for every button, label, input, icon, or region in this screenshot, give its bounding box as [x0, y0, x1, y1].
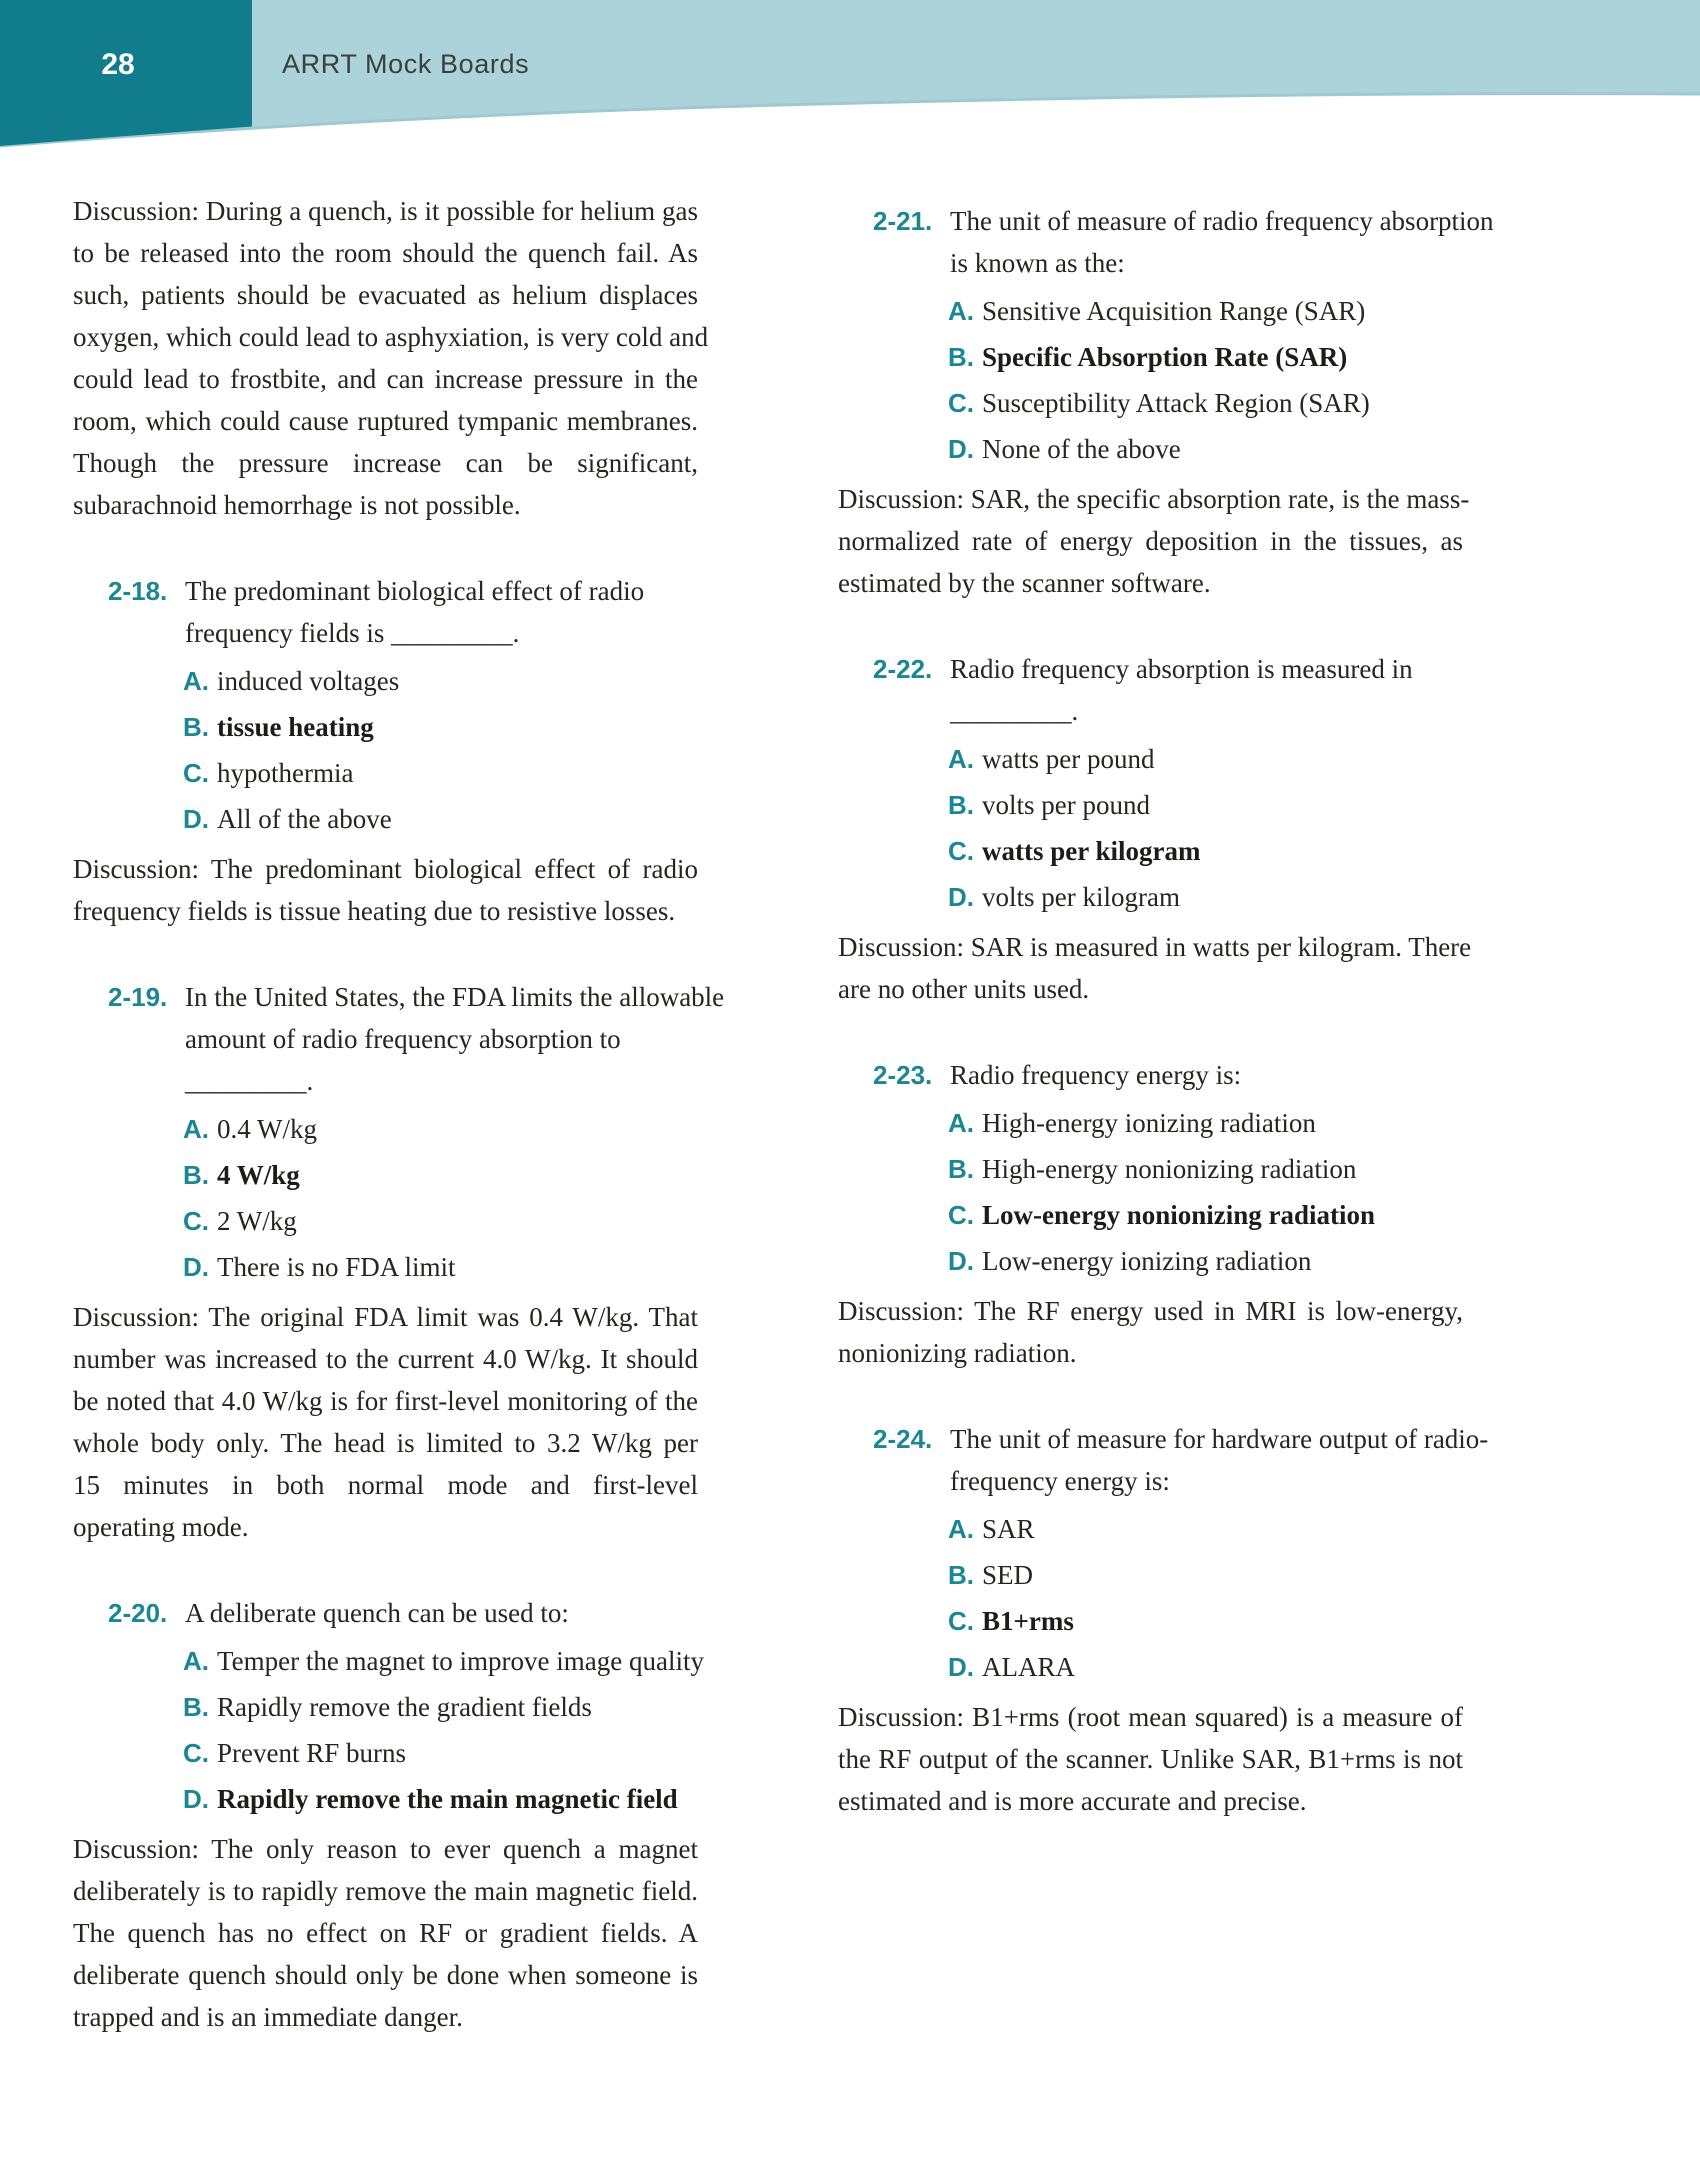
answer-option [948, 288, 1463, 334]
answer-option [183, 1106, 698, 1152]
discussion-line: such, patients should be evacuated as helium displaces [73, 280, 698, 310]
discussion-line: oxygen, which could lead to asphyxiation, is very cold and [73, 322, 709, 352]
option-text: SED [982, 1560, 1034, 1590]
option-text: Susceptibility Attack Region (SAR) [982, 388, 1370, 418]
question-line: A deliberate quench can be used to: [185, 1598, 569, 1628]
option-letter: D. [183, 1784, 209, 1814]
answer-option [948, 1644, 1463, 1690]
discussion-line: whole body only. The head is limited to 3.2 W/kg per [73, 1428, 698, 1458]
discussion-line: number was increased to the current 4.0 W/kg. It should [73, 1344, 698, 1374]
answer-options [948, 1100, 1463, 1284]
option-letter: C. [948, 1606, 974, 1636]
option-text: Low-energy nonionizing radiation [982, 1200, 1376, 1230]
answer-option [183, 1684, 698, 1730]
option-letter: B. [948, 342, 974, 372]
option-letter: A. [183, 1646, 209, 1676]
answer-option [948, 1100, 1463, 1146]
option-text: All of the above [217, 804, 392, 834]
answer-option [183, 1730, 698, 1776]
option-letter: A. [948, 744, 974, 774]
option-text: Low-energy ionizing radiation [982, 1246, 1312, 1276]
answer-option [948, 828, 1463, 874]
option-text: There is no FDA limit [217, 1252, 456, 1282]
option-letter: B. [183, 1692, 209, 1722]
discussion-line: 15 minutes in both normal mode and first-level [73, 1470, 698, 1500]
answer-option [948, 380, 1463, 426]
option-text: ALARA [982, 1652, 1075, 1682]
answer-options [948, 1506, 1463, 1690]
discussion-line: Though the pressure increase can be significant, [73, 448, 698, 478]
question-line: frequency fields is _________. [185, 618, 520, 648]
question-text [950, 1418, 1489, 1502]
discussion-line: to be released into the room should the quench fail. As [73, 238, 698, 268]
option-letter: D. [948, 1652, 974, 1682]
question-line: In the United States, the FDA limits the allowable [185, 982, 725, 1012]
discussion-line: Discussion: During a quench, is it possible for helium gas [73, 196, 698, 226]
discussion-line: room, which could cause ruptured tympanic membranes. [73, 406, 698, 436]
option-letter: D. [948, 1246, 974, 1276]
page-header [0, 0, 1700, 170]
question-line: _________. [950, 696, 1079, 726]
question-text [185, 1592, 698, 1634]
option-text: Rapidly remove the main magnetic field [217, 1784, 678, 1814]
header-title: ARRT Mock Boards [282, 49, 530, 79]
option-text: 4 W/kg [217, 1160, 300, 1190]
discussion-paragraph [838, 926, 1472, 1010]
option-text: watts per kilogram [982, 836, 1201, 866]
right-column [838, 200, 1494, 1822]
answer-option [183, 658, 698, 704]
answer-option [948, 426, 1463, 472]
option-text: volts per kilogram [982, 882, 1180, 912]
question-block [73, 570, 698, 842]
answer-options [948, 288, 1463, 472]
question-line: The predominant biological effect of radio [185, 576, 645, 606]
option-letter: C. [183, 1206, 209, 1236]
answer-option [948, 1146, 1463, 1192]
discussion-line: normalized rate of energy deposition in the tissues, as [838, 526, 1463, 556]
answer-option [948, 1506, 1463, 1552]
answer-option [183, 1152, 698, 1198]
option-letter: B. [948, 1560, 974, 1590]
discussion-line: Discussion: The original FDA limit was 0.4 W/kg. That [73, 1302, 698, 1332]
discussion-paragraph [838, 478, 1470, 604]
option-text: Prevent RF burns [217, 1738, 406, 1768]
discussion-line: deliberately is to rapidly remove the main magnetic field. [73, 1876, 698, 1906]
answer-option [183, 1198, 698, 1244]
question-block [838, 1418, 1489, 1690]
discussion-line: are no other units used. [838, 974, 1090, 1004]
option-letter: A. [183, 1114, 209, 1144]
option-text: induced voltages [217, 666, 400, 696]
discussion-paragraph [73, 1296, 698, 1548]
option-letter: B. [948, 1154, 974, 1184]
discussion-line: Discussion: The predominant biological effect of radio [73, 854, 698, 884]
option-letter: B. [948, 790, 974, 820]
option-letter: A. [948, 1108, 974, 1138]
option-text: tissue heating [217, 712, 374, 742]
answer-option [948, 782, 1463, 828]
option-text: High-energy ionizing radiation [982, 1108, 1316, 1138]
answer-option [183, 1638, 704, 1684]
discussion-paragraph [838, 1696, 1463, 1822]
discussion-line: the RF output of the scanner. Unlike SAR, B1+rms is not [838, 1744, 1463, 1774]
answer-option [183, 704, 698, 750]
discussion-line: The quench has no effect on RF or gradient fields. A [73, 1918, 698, 1948]
question-number: 2-19. [108, 982, 168, 1012]
question-line: The unit of measure of radio frequency absorption [950, 206, 1494, 236]
discussion-line: could lead to frostbite, and can increase pressure in the [73, 364, 698, 394]
question-text [185, 570, 698, 654]
answer-options [948, 736, 1463, 920]
answer-option [948, 1192, 1463, 1238]
answer-options [183, 1106, 698, 1290]
option-text: Sensitive Acquisition Range (SAR) [982, 296, 1366, 326]
option-letter: A. [183, 666, 209, 696]
discussion-line: subarachnoid hemorrhage is not possible. [73, 490, 521, 520]
option-letter: C. [183, 1738, 209, 1768]
option-text: B1+rms [982, 1606, 1074, 1636]
option-letter: D. [183, 1252, 209, 1282]
question-text [950, 648, 1463, 732]
answer-option [183, 750, 698, 796]
option-text: High-energy nonionizing radiation [982, 1154, 1357, 1184]
question-text [950, 1054, 1463, 1096]
question-number: 2-22. [873, 654, 933, 684]
page-number: 28 [101, 48, 135, 81]
question-text [950, 200, 1494, 284]
answer-option [183, 1244, 698, 1290]
option-text: hypothermia [217, 758, 354, 788]
question-block [838, 648, 1463, 920]
question-line: is known as the: [950, 248, 1125, 278]
option-text: None of the above [982, 434, 1181, 464]
option-letter: C. [948, 1200, 974, 1230]
answer-option [948, 1552, 1463, 1598]
discussion-line: Discussion: The RF energy used in MRI is low-energy, [838, 1296, 1463, 1326]
discussion-line: Discussion: SAR is measured in watts per kilogram. There [838, 932, 1472, 962]
discussion-paragraph [73, 1828, 698, 2038]
option-letter: B. [183, 1160, 209, 1190]
option-letter: D. [948, 434, 974, 464]
option-letter: D. [183, 804, 209, 834]
discussion-line: estimated by the scanner software. [838, 568, 1211, 598]
option-letter: B. [183, 712, 209, 742]
discussion-line: Discussion: SAR, the specific absorption rate, is the mass- [838, 484, 1470, 514]
discussion-line: Discussion: The only reason to ever quench a magnet [73, 1834, 698, 1864]
question-block [73, 1592, 704, 1822]
question-block [838, 200, 1494, 472]
question-line: Radio frequency energy is: [950, 1060, 1242, 1090]
discussion-line: Discussion: B1+rms (root mean squared) is a measure of [838, 1702, 1463, 1732]
left-column [73, 190, 725, 2038]
option-text: 2 W/kg [217, 1206, 297, 1236]
option-letter: C. [948, 836, 974, 866]
answer-option [948, 736, 1463, 782]
answer-options [183, 658, 698, 842]
question-number: 2-23. [873, 1060, 933, 1090]
question-line: The unit of measure for hardware output of radio- [950, 1424, 1489, 1454]
answer-option [948, 1598, 1463, 1644]
question-line: frequency energy is: [950, 1466, 1170, 1496]
answer-options [183, 1638, 704, 1822]
question-block [838, 1054, 1463, 1284]
option-text: Temper the magnet to improve image quality [217, 1646, 704, 1676]
discussion-line: trapped and is an immediate danger. [73, 2002, 463, 2032]
option-letter: C. [948, 388, 974, 418]
question-block [73, 976, 725, 1290]
answer-option [948, 1238, 1463, 1284]
option-text: Rapidly remove the gradient fields [217, 1692, 592, 1722]
discussion-paragraph [73, 190, 709, 526]
question-line: _________. [185, 1066, 314, 1096]
question-number: 2-18. [108, 576, 168, 606]
answer-option [183, 796, 698, 842]
option-letter: D. [948, 882, 974, 912]
option-letter: C. [183, 758, 209, 788]
option-text: SAR [982, 1514, 1035, 1544]
discussion-line: nonionizing radiation. [838, 1338, 1077, 1368]
question-number: 2-21. [873, 206, 933, 236]
discussion-paragraph [73, 848, 698, 932]
option-text: volts per pound [982, 790, 1150, 820]
option-text: Specific Absorption Rate (SAR) [982, 342, 1348, 372]
option-letter: A. [948, 1514, 974, 1544]
discussion-line: operating mode. [73, 1512, 249, 1542]
header-wave-graphic [0, 0, 1700, 170]
answer-option [948, 334, 1463, 380]
option-text: 0.4 W/kg [217, 1114, 317, 1144]
discussion-line: frequency fields is tissue heating due to resistive losses. [73, 896, 676, 926]
question-line: Radio frequency absorption is measured in [950, 654, 1413, 684]
discussion-line: estimated and is more accurate and precise. [838, 1786, 1307, 1816]
option-letter: A. [948, 296, 974, 326]
question-line: amount of radio frequency absorption to [185, 1024, 621, 1054]
answer-option [948, 874, 1463, 920]
question-number: 2-20. [108, 1598, 168, 1628]
option-text: watts per pound [982, 744, 1155, 774]
discussion-line: deliberate quench should only be done when someone is [73, 1960, 698, 1990]
discussion-paragraph [838, 1290, 1463, 1374]
discussion-line: be noted that 4.0 W/kg is for first-level monitoring of the [73, 1386, 698, 1416]
answer-option [183, 1776, 698, 1822]
question-text [185, 976, 725, 1102]
question-number: 2-24. [873, 1424, 933, 1454]
